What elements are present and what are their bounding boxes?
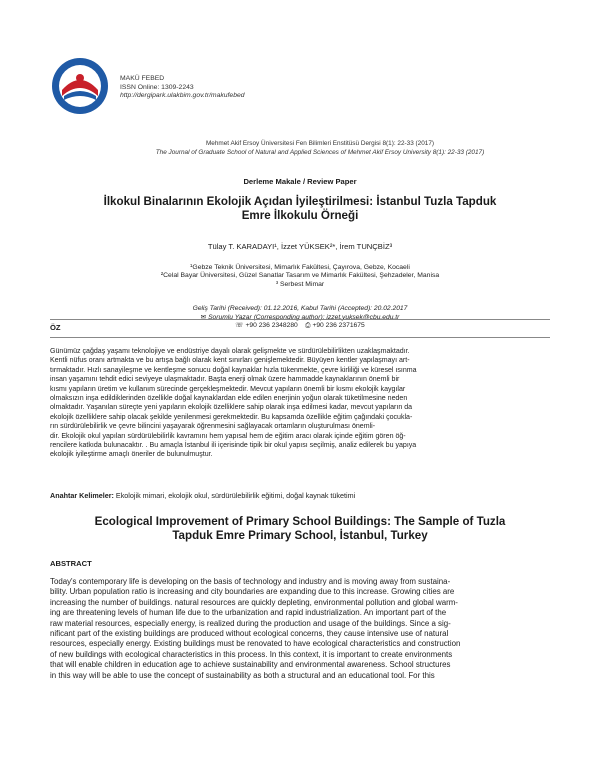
title-english	[60, 515, 540, 543]
title-en-line: Ecological Improvement of Primary School Buildings: The Sample of Tuzla	[94, 515, 506, 528]
paper-type: Derleme Makale / Review Paper	[243, 177, 357, 186]
abstract-turkish	[50, 347, 550, 460]
text-line: in this way will be able to use the concept of sustainability as both a structural and an educational tool. For this	[50, 670, 435, 680]
text-line: ekolojik özelliklere sahip olacak şekilde yenilenmesi gerekmektedir. Bu kapsamda özellikle eğitim çağındaki çocukla-	[50, 413, 413, 421]
text-line: Günümüz çağdaş yaşamı teknolojiye ve endüstriye dayalı olarak gelişmekte ve sürdürülebilirlikten uzaklaşmaktadır.	[50, 348, 410, 355]
submission-info	[60, 305, 540, 331]
divider	[50, 319, 550, 320]
fax-icon: ⎙	[305, 322, 311, 330]
affiliation: ³ Serbest Mimar	[275, 280, 325, 288]
text-line: of new buildings with ecological characteristics in this process. In this context, it is important to create environments	[50, 649, 453, 659]
journal-header	[120, 75, 245, 101]
journal-title-tr: Mehmet Akif Ersoy Üniversitesi Fen Bilimleri Enstitüsü Dergisi 8(1): 22-33 (2017)	[205, 140, 434, 147]
text-line: rencilere katkıda bulunacaktır. . Bu amaçla İstanbul ili içerisinde tipik bir okul yapısı seçilmiş, analiz edilerek bu yapıya	[50, 442, 417, 450]
title-turkish	[60, 195, 540, 223]
text-line: Today's contemporary life is developing on the basis of technology and industry and is moving away from sustaina-	[50, 577, 451, 586]
title-tr-line: Emre İlkokulu Örneği	[241, 209, 359, 222]
affiliation: ²Celal Bayar Üniversitesi, Güzel Sanatlar Tasarım ve Mimarlık Fakültesi, Şehzadeler, Manisa	[160, 272, 440, 280]
phone: +90 236 2348280	[245, 322, 298, 330]
phone-icon: ☏	[235, 322, 244, 330]
text-line: Kentli nüfus oranı artmakta ve bu artışa bağlı olarak kent sınırları genişlemektedir. Büyüyen kentler yapılaşmayı art-	[50, 357, 410, 365]
affiliations	[60, 264, 540, 289]
keywords	[50, 491, 550, 500]
journal-title-en: The Journal of Graduate School of Natural and Applied Sciences of Mehmet Akif Ersoy University 8(1): 22-33 (2017)	[155, 149, 485, 156]
text-line: resources, especially energy. Existing buildings must be renovated to have ecological characteristics and construction	[50, 639, 461, 649]
text-line: kısmı yapıların üretim ve kullanım sürecinde gerçekleşmektedir. Mevcut yapıların önemli bir kısmı ekolojik kaygılar	[50, 385, 406, 393]
envelope-icon: ✉	[200, 313, 207, 321]
title-en-line: Tapduk Emre Primary School, İstanbul, Turkey	[172, 529, 428, 542]
oz-heading: ÖZ	[50, 323, 61, 332]
journal-citation	[60, 139, 580, 157]
text-line: that will enable children in education age to achieve sustainability and environmental awareness. School structures	[50, 660, 451, 670]
dates: Geliş Tarihi (Received): 01.12.2016, Kabul Tarihi (Accepted): 20.02.2017	[192, 305, 408, 312]
text-line: nificant part of the existing buildings are produced without ecological concerns, they cause intensive use of natural	[50, 629, 449, 639]
journal-logo	[50, 56, 110, 116]
corresponding-text: Sorumlu Yazar (Corresponding author): izzet.yuksek@cbu.edu.tr	[208, 313, 400, 321]
fax: +90 236 2371675	[312, 322, 365, 330]
text-line: insan yaşamını tehdit edici seviyeye ulaşmaktadır. Başta enerji olmak üzere hammadde kaynaklarının önemli bir	[50, 376, 400, 384]
text-line: rın sürdürülebilirlik ve çevre bilincini yaşayarak öğrenmesini sağlayacak ortamların oluşturulması önemli-	[50, 423, 376, 431]
text-line: increasing the number of buildings. natural resources are quickly depleting, environmental pollution and global warm-	[50, 597, 458, 607]
affiliation: ¹Gebze Teknik Üniversitesi, Mimarlık Fakültesi, Çayırova, Gebze, Kocaeli	[190, 264, 410, 271]
text-line: dir. Ekolojik okul yapıları sürdürülebilirlik kavramını hem yapısal hem de eğitim aracı olarak içinde eğitim gören öğ-	[50, 432, 406, 440]
divider	[50, 337, 550, 338]
journal-url[interactable]: http://dergipark.ulakbim.gov.tr/makufebed	[120, 92, 245, 100]
contact-numbers	[60, 322, 540, 331]
title-tr-line: İlkokul Binalarının Ekolojik Açıdan İyileştirilmesi: İstanbul Tuzla Tapduk	[103, 195, 497, 208]
authors: Tülay T. KARADAYI¹, İzzet YÜKSEK²*, İrem TUNÇBİZ³	[207, 242, 393, 251]
text-line: olmaktadır. Yaşanılan süreçte yeni yapıların ekolojik özelliklere sahip olarak inşa edilmesi kadar, mevcut yapıların da	[50, 404, 413, 412]
corresponding-author	[60, 314, 540, 323]
text-line: tırmaktadır. Hızlı sanayileşme ve kentleşme sonucu doğal kaynaklar hızla tükenmekte, çevre kirliliği ve küresel ısınma	[50, 366, 417, 374]
text-line: bility. Urban population ratio is increasing and city boundaries are expanding due to this increase. Growing cities are	[50, 587, 455, 597]
text-line: raw material resources, especially energy, is realized during the production and usage of the buildings. Since a sig-	[50, 618, 451, 628]
text-line: ekolojik iyileştirme amaçlı öneriler de bulunulmuştur.	[50, 451, 213, 459]
keywords-label: Anahtar Kelimeler:	[50, 491, 114, 500]
journal-issn: ISSN Online: 1309-2243	[120, 83, 194, 91]
keywords-value: Ekolojik mimari, ekolojik okul, sürdürülebilirlik eğitimi, doğal kaynak tüketimi	[115, 491, 356, 500]
journal-name: MAKÜ FEBED	[120, 75, 165, 82]
text-line: ing are threatening levels of human life due to the urbanization and rapid industrialization. An important part of the	[50, 608, 447, 618]
abstract-english	[50, 577, 550, 681]
text-line: olmaksızın inşa edildiklerinden özellikle doğal kaynaklardan elde edilen enerjinin yoğun olarak tüketilmesine neden	[50, 395, 408, 403]
abstract-heading: ABSTRACT	[50, 559, 92, 568]
